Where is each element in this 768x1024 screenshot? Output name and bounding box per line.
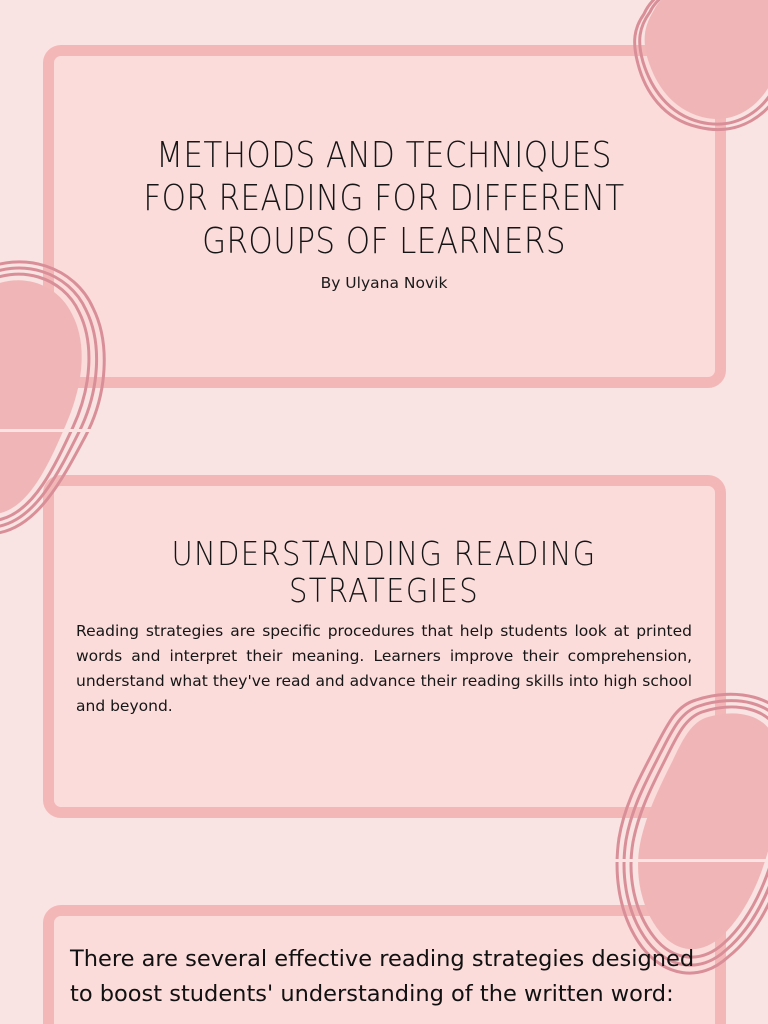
heading-line: UNDERSTANDING READING — [171, 534, 597, 573]
intro-line: There are several effective reading strategies designed — [70, 946, 695, 972]
section-divider — [0, 859, 768, 862]
section-body-text: Reading strategies are specific procedures that help students look at printed words and interpret their meaning. Learners improve their comprehension, understand what they've read and advance their reading skills into high school and beyond. — [76, 622, 692, 715]
title-line: FOR READING FOR DIFFERENT — [143, 178, 625, 219]
title-line: METHODS AND TECHNIQUES — [156, 135, 612, 176]
intro-line: to boost students' understanding of the written word: — [70, 981, 674, 1007]
author-byline: By Ulyana Novik — [320, 274, 448, 292]
heading-line: STRATEGIES — [289, 571, 479, 610]
decorative-blob-right — [610, 706, 768, 956]
page-title — [135, 134, 632, 263]
section-divider — [0, 429, 768, 432]
title-line: GROUPS OF LEARNERS — [202, 221, 566, 262]
decorative-blob-top-right — [636, 0, 768, 133]
intro-text — [70, 942, 720, 1012]
section-heading — [130, 535, 639, 609]
decorative-blob-left — [0, 272, 132, 522]
